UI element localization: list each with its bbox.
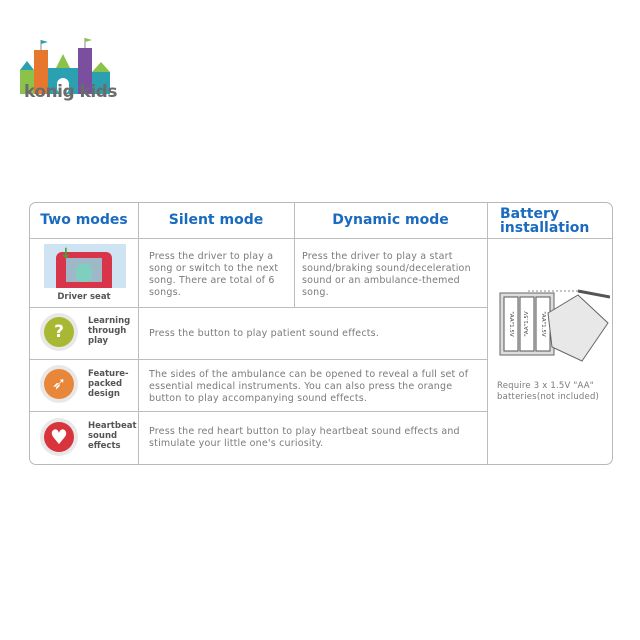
brand-name: konig kids — [24, 82, 117, 102]
row-text: Press the button to play patient sound effects. — [149, 328, 380, 339]
battery-compartment — [498, 283, 610, 373]
battery-cell-label: "AA"1.5V — [524, 311, 530, 337]
heart-button-icon: ♥ — [44, 422, 74, 452]
heart-button — [40, 418, 78, 456]
driver-seat-dynamic-text: Press the driver to play a start sound/braking sound/deceleration sound or an ambulance-themed song. — [302, 251, 471, 298]
row-text: The sides of the ambulance can be opened to reveal a full set of essential medical instruments. You can also press the orange button to play accompanying sound effects. — [149, 369, 469, 404]
battery-cell-label: "AA"1.5V — [508, 311, 514, 337]
row-label: Learning through play — [88, 316, 131, 346]
driver-seat-silent-text: Press the driver to play a song or switch to the next song. There are total of 6 songs. — [149, 251, 279, 298]
features-table — [29, 202, 613, 465]
header-battery-installation: Battery installation — [500, 206, 590, 236]
header-silent-mode: Silent mode — [168, 212, 264, 228]
header-two-modes: Two modes — [40, 212, 128, 228]
row-label: Heartbeat sound effects — [88, 421, 137, 451]
header-dynamic-mode: Dynamic mode — [332, 212, 449, 228]
battery-note: Require 3 x 1.5V "AA" batteries(not included) — [497, 381, 600, 402]
feature-button — [40, 365, 78, 403]
question-button-icon: ? — [44, 317, 74, 347]
arrow-down-icon: ↓ — [60, 246, 72, 262]
row-text: Press the red heart button to play heartbeat sound effects and stimulate your little one's curiosity. — [149, 426, 460, 449]
battery-cell-label: "AA"1.5V — [540, 311, 546, 337]
row-label: Feature-packed design — [88, 369, 129, 399]
driver-seat-image — [44, 244, 126, 288]
learning-button — [40, 313, 78, 351]
rocket-button-icon: ➶ — [44, 369, 74, 399]
battery-cover-image — [498, 283, 610, 373]
driver-seat-label: Driver seat — [57, 292, 111, 302]
